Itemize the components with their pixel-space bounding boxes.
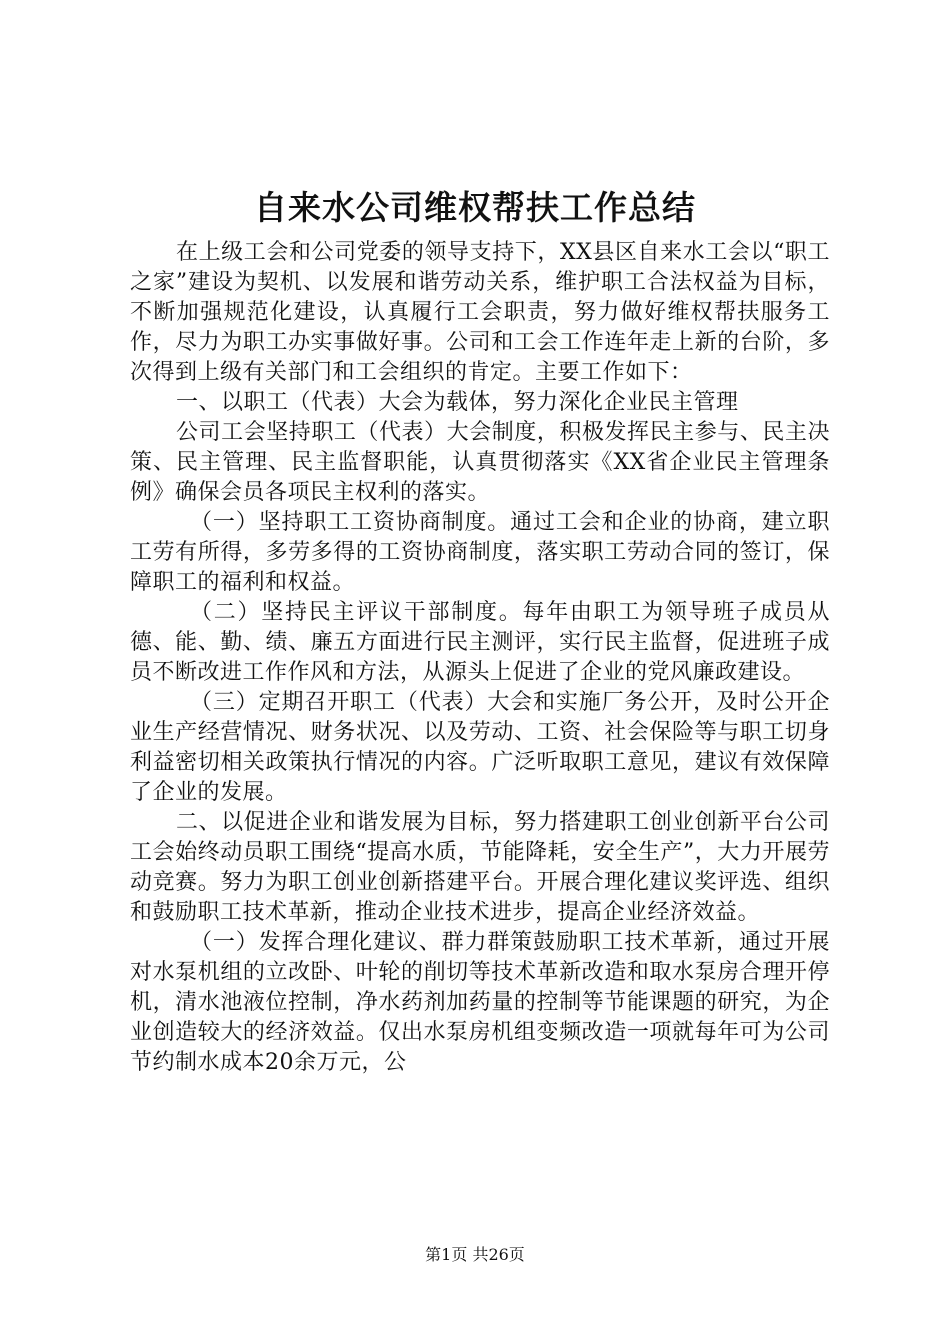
document-body xyxy=(130,238,830,1078)
page-number-footer: 第1页 共26页 xyxy=(425,1245,525,1264)
paragraph-section-2: 二、以促进企业和谐发展为目标，努力搭建职工创业创新平台公司工会始终动员职工围绕“提高水质，节能降耗，安全生产”，大力开展劳动竞赛。努力为职工创业创新搭建平台。开展合理化建议奖评选、组织和鼓励职工技术革新，推动企业技术进步，提高企业经济效益。 xyxy=(130,810,830,925)
paragraph-item-1-2: （二）坚持民主评议干部制度。每年由职工为领导班子成员从德、能、勤、绩、廉五方面进行民主测评，实行民主监督，促进班子成员不断改进工作作风和方法，从源头上促进了企业的党风廉政建设。 xyxy=(130,600,830,685)
heading-section-1: 一、以职工（代表）大会为载体，努力深化企业民主管理 xyxy=(176,390,739,415)
paragraph-section-1: 公司工会坚持职工（代表）大会制度，积极发挥民主参与、民主决策、民主管理、民主监督职能，认真贯彻落实《XX省企业民主管理条例》确保会员各项民主权利的落实。 xyxy=(130,420,830,505)
paragraph-item-1-3: （三）定期召开职工（代表）大会和实施厂务公开，及时公开企业生产经营情况、财务状况、以及劳动、工资、社会保险等与职工切身利益密切相关政策执行情况的内容。广泛听取职工意见，建议有效保障了企业的发展。 xyxy=(130,690,830,805)
paragraph-intro: 在上级工会和公司党委的领导支持下，XX县区自来水工会以“职工之家”建设为契机、以发展和谐劳动关系，维护职工合法权益为目标，不断加强规范化建设，认真履行工会职责，努力做好维权帮扶服务工作，尽力为职工办实事做好事。公司和工会工作连年走上新的台阶，多次得到上级有关部门和工会组织的肯定。主要工作如下： xyxy=(130,240,830,385)
paragraph-item-1-1: （一）坚持职工工资协商制度。通过工会和企业的协商，建立职工劳有所得，多劳多得的工资协商制度，落实职工劳动合同的签订，保障职工的福利和权益。 xyxy=(130,510,830,595)
paragraph-item-2-1: （一）发挥合理化建议、群力群策鼓励职工技术革新，通过开展对水泵机组的立改卧、叶轮的削切等技术革新改造和取水泵房合理开停机，清水池液位控制，净水药剂加药量的控制等节能课题的研究，为企业创造较大的经济效益。仅出水泵房机组变频改造一项就每年可为公司节约制水成本20余万元，公 xyxy=(130,930,830,1075)
document-title: 自来水公司维权帮扶工作总结 xyxy=(254,188,696,227)
